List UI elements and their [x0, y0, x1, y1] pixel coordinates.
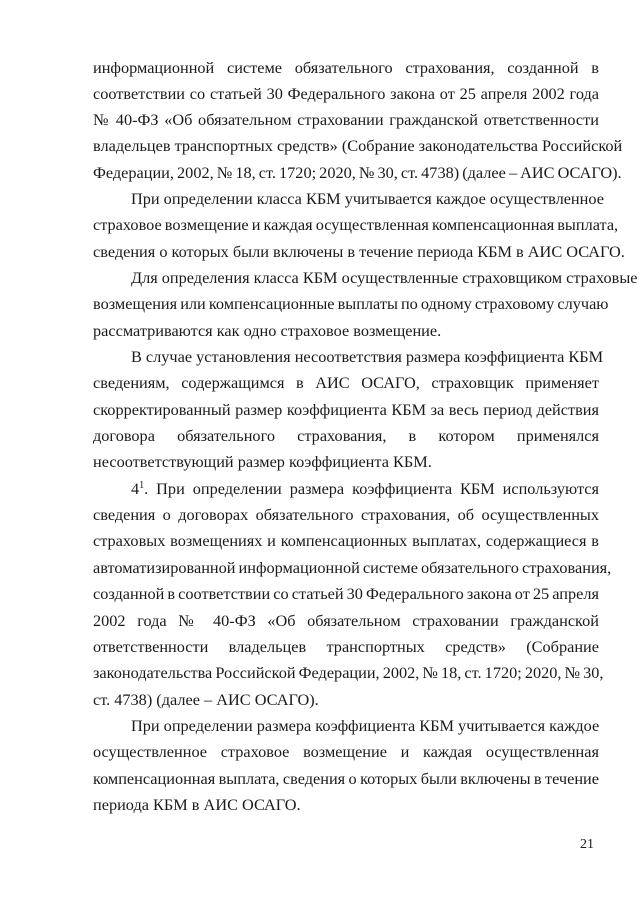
- text-line: Федерации, 2002, № 18, ст. 1720; 2020, № 30, ст. 4738) (далее – АИС ОСАГО).: [93, 163, 622, 182]
- text-line: № 40-ФЗ «Об обязательном страховании гражданской ответственности: [93, 110, 599, 129]
- text-line: При определении размера коэффициента КБМ учитывается каждое: [131, 716, 600, 735]
- text-line: несоответствующий размер коэффициента КБМ.: [93, 452, 432, 471]
- text-line: рассматриваются как одно страховое возмещение.: [93, 321, 442, 340]
- item-superscript: 1: [139, 480, 145, 491]
- text-line: ст. 4738) (далее – АИС ОСАГО).: [93, 690, 319, 709]
- text-line: компенсационная выплата, сведения о которых были включены в течение: [93, 769, 599, 788]
- text-line: сведения о которых были включены в течение периода КБМ в АИС ОСАГО.: [93, 242, 625, 261]
- text-line: созданной в соответствии со статьей 30 Федерального закона от 25 апреля: [93, 584, 599, 603]
- text-line: страховых возмещениях и компенсационных выплатах, содержащиеся в: [93, 531, 599, 550]
- text-line: сведениям, содержащимся в АИС ОСАГО, страховщик применяет: [93, 373, 599, 392]
- text-line: осуществленное страховое возмещение и каждая осуществленная: [93, 742, 599, 761]
- text-line: автоматизированной информационной системе обязательного страхования,: [93, 558, 612, 577]
- text-line: В случае установления несоответствия размера коэффициента КБМ: [131, 347, 604, 366]
- text-line: ответственности владельцев транспортных средств» (Собрание: [93, 637, 599, 656]
- text-line: информационной системе обязательного страхования, созданной в: [93, 58, 599, 77]
- page-number: 21: [580, 837, 594, 852]
- text-line: страховое возмещение и каждая осуществленная компенсационная выплата,: [93, 215, 619, 234]
- text-line: сведения о договорах обязательного страхования, об осуществленных: [93, 505, 599, 524]
- item-heading-line: [131, 479, 599, 499]
- text-line: законодательства Российской Федерации, 2002, № 18, ст. 1720; 2020, № 30,: [93, 663, 604, 682]
- text-line: соответствии со статьей 30 Федерального закона от 25 апреля 2002 года: [93, 84, 599, 103]
- text-line-rest: . При определении размера коэффициента КБМ используются: [144, 479, 599, 498]
- text-line: Для определения класса КБМ осуществленные страховщиком страховые: [131, 268, 638, 287]
- text-line: владельцев транспортных средств» (Собрание законодательства Российской: [93, 136, 623, 155]
- text-line: договора обязательного страхования, в котором применялся: [93, 426, 599, 445]
- text-line: При определении класса КБМ учитывается каждое осуществленное: [131, 189, 604, 208]
- text-line: скорректированный размер коэффициента КБМ за весь период действия: [93, 400, 599, 419]
- text-line: периода КБМ в АИС ОСАГО.: [93, 795, 301, 814]
- text-line: возмещения или компенсационные выплаты по одному страховому случаю: [93, 294, 609, 313]
- text-line: 2002 года № 40-ФЗ «Об обязательном страховании гражданской: [93, 611, 599, 630]
- item-number: 4: [131, 479, 140, 498]
